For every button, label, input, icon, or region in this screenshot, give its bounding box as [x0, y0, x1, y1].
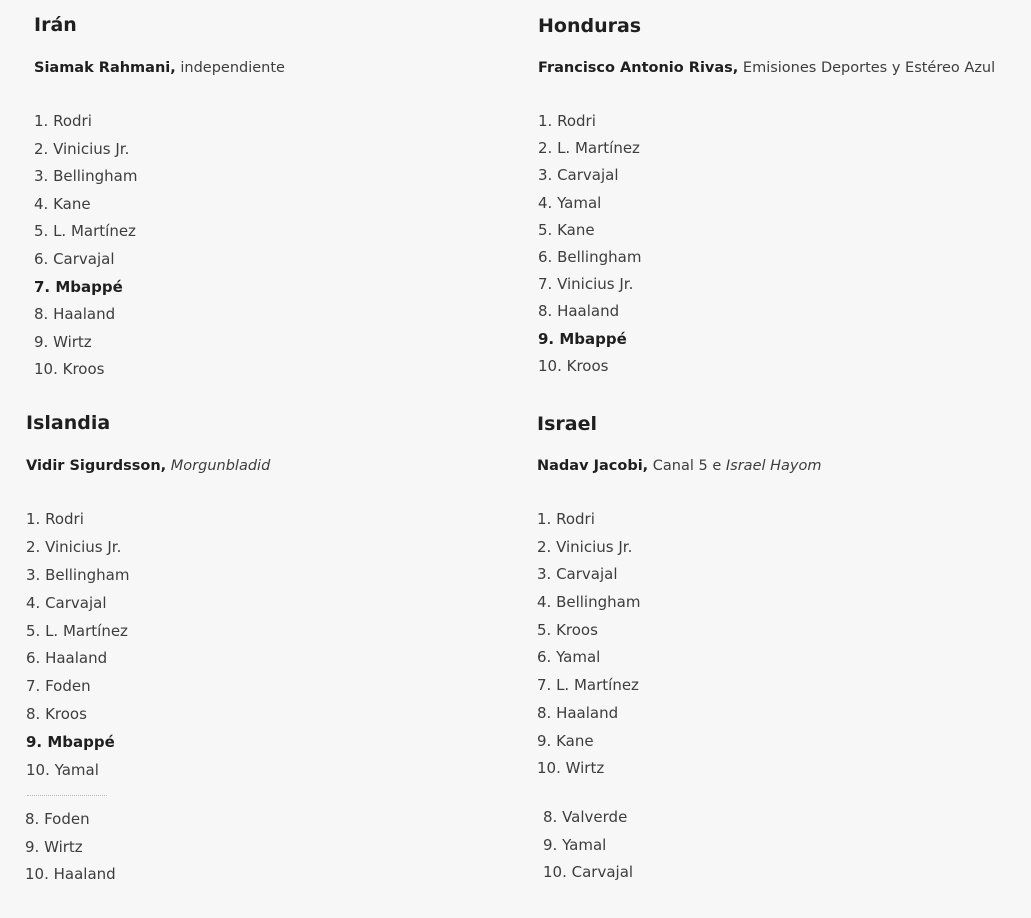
- list-item: 10. Haaland: [25, 865, 116, 884]
- journalist-line: [537, 456, 822, 476]
- list-item: 1. Rodri: [34, 112, 92, 130]
- list-item: 2. Vinicius Jr.: [537, 537, 633, 556]
- list-item-highlight: 7. Mbappé: [34, 277, 123, 296]
- list-item: 4. Kane: [34, 194, 91, 213]
- list-item: 8. Haaland: [537, 703, 619, 722]
- list-item: 7. L. Martínez: [537, 676, 639, 695]
- list-item: 3. Carvajal: [538, 166, 619, 185]
- list-item: 5. Kroos: [537, 620, 598, 639]
- list-item: 7. Vinicius Jr.: [538, 275, 634, 294]
- list-item: 10. Kroos: [538, 356, 609, 375]
- ranking-list: [26, 506, 270, 785]
- list-item: 2. Vinicius Jr.: [34, 139, 130, 158]
- country-heading: Honduras: [538, 15, 642, 37]
- cropped-text-fragment: [27, 795, 107, 799]
- extra-list-right: [543, 804, 633, 887]
- ranking-list: [34, 108, 285, 384]
- list-item: 8. Haaland: [538, 302, 620, 321]
- country-heading: Irán: [34, 14, 77, 36]
- list-item: 7. Foden: [26, 677, 91, 696]
- list-item: 6. Bellingham: [538, 247, 642, 266]
- list-item: 10. Kroos: [34, 360, 105, 379]
- list-item: 8. Valverde: [543, 808, 628, 826]
- list-item: 10. Wirtz: [537, 759, 605, 778]
- list-item: 8. Haaland: [34, 305, 116, 324]
- list-item: 9. Kane: [537, 731, 594, 750]
- list-item: 9. Yamal: [543, 835, 607, 854]
- list-item: 5. Kane: [538, 220, 595, 239]
- journalist-name: Francisco Antonio Rivas,: [538, 60, 739, 76]
- extra-list-left: [25, 806, 116, 889]
- country-heading: Israel: [537, 413, 597, 435]
- list-item: 2. L. Martínez: [538, 139, 640, 158]
- list-item-highlight: 9. Mbappé: [538, 329, 627, 348]
- outlet: independiente: [175, 60, 285, 76]
- section-israel: [537, 411, 822, 783]
- outlet-italic: Israel Hayom: [725, 458, 822, 474]
- outlet-italic: Morgunbladid: [170, 458, 271, 474]
- list-item: 6. Haaland: [26, 649, 108, 668]
- list-item: 4. Bellingham: [537, 593, 641, 612]
- outlet: Emisiones Deportes y Estéreo Azul: [738, 60, 996, 76]
- list-item: 5. L. Martínez: [26, 621, 128, 640]
- list-item: 4. Carvajal: [26, 593, 107, 612]
- journalist-line: [34, 58, 285, 78]
- journalist-name: Siamak Rahmani,: [34, 60, 176, 76]
- list-item: 6. Yamal: [537, 648, 601, 667]
- list-item: 3. Bellingham: [26, 565, 130, 584]
- list-item: 8. Foden: [25, 810, 90, 828]
- list-item: 1. Rodri: [538, 112, 596, 130]
- journalist-name: Vidir Sigurdsson,: [26, 458, 167, 474]
- ranking-list: [538, 108, 995, 380]
- list-item: 6. Carvajal: [34, 249, 115, 268]
- country-heading: Islandia: [26, 412, 111, 434]
- list-item: 1. Rodri: [537, 510, 595, 528]
- list-item: 3. Carvajal: [537, 565, 618, 584]
- list-item: 4. Yamal: [538, 193, 602, 212]
- list-item: 5. L. Martínez: [34, 222, 136, 241]
- journalist-name: Nadav Jacobi,: [537, 458, 649, 474]
- section-honduras: [538, 13, 995, 380]
- list-item: 8. Kroos: [26, 705, 87, 724]
- list-item: 9. Wirtz: [25, 837, 83, 856]
- list-item: 3. Bellingham: [34, 167, 138, 186]
- journalist-line: [538, 58, 995, 78]
- section-islandia: [26, 410, 270, 785]
- journalist-line: [26, 456, 270, 476]
- ranking-list: [537, 506, 822, 783]
- list-item: 1. Rodri: [26, 510, 84, 528]
- list-item: 9. Wirtz: [34, 332, 92, 351]
- list-item: 2. Vinicius Jr.: [26, 537, 122, 556]
- section-iran: [34, 12, 285, 384]
- list-item-highlight: 9. Mbappé: [26, 733, 115, 752]
- list-item: 10. Yamal: [26, 761, 99, 780]
- list-item: 10. Carvajal: [543, 863, 634, 882]
- outlet: Canal 5 e: [648, 458, 726, 474]
